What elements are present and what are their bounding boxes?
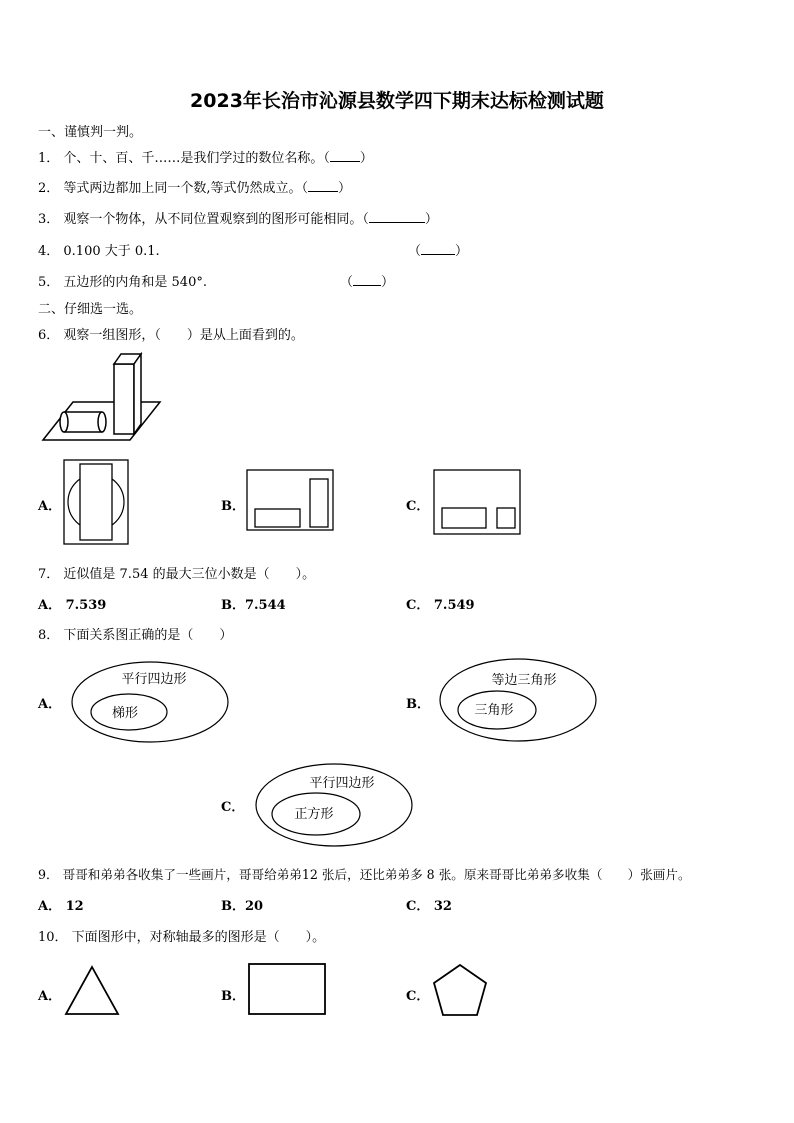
q8-c-inner-label: 正方形 bbox=[294, 807, 334, 822]
question-5-open: （ bbox=[340, 275, 354, 290]
question-10: 10． 下面图形中，对称轴最多的图形是（ ）。 bbox=[38, 930, 326, 945]
q8-c-outer-label: 平行四边形 bbox=[309, 776, 375, 791]
question-1 bbox=[38, 147, 373, 166]
q8-option-b-diagram bbox=[436, 656, 600, 744]
q9-option-c[interactable]: C． 32 bbox=[406, 899, 452, 914]
question-4: 4． 0.100 大于 0.1. bbox=[38, 244, 160, 259]
q8-a-inner-label: 梯形 bbox=[111, 706, 139, 721]
q7-option-a[interactable]: A． 7.539 bbox=[38, 598, 107, 613]
q7-option-c[interactable]: C． 7.549 bbox=[406, 598, 475, 613]
q10-option-a-label[interactable]: A． bbox=[38, 989, 62, 1004]
answer-blank[interactable] bbox=[308, 179, 338, 192]
question-2 bbox=[38, 177, 351, 196]
q10-pentagon-figure bbox=[430, 962, 490, 1020]
q8-option-b-label[interactable]: B． bbox=[406, 697, 430, 712]
question-2-close: ） bbox=[338, 181, 352, 196]
q6-option-b-figure bbox=[245, 468, 337, 534]
question-4-open: （ bbox=[408, 244, 422, 259]
q8-option-c-diagram bbox=[252, 762, 416, 850]
q8-b-outer-label: 等边三角形 bbox=[491, 673, 557, 688]
question-6: 6． 观察一组图形，（ ）是从上面看到的。 bbox=[38, 328, 304, 343]
question-2-text: 2． 等式两边都加上同一个数,等式仍然成立。（ bbox=[38, 181, 309, 196]
q6-option-c-figure bbox=[432, 468, 524, 538]
q10-option-c-label[interactable]: C． bbox=[406, 989, 430, 1004]
question-9: 9． 哥哥和弟弟各收集了一些画片，哥哥给弟弟12 张后，还比弟弟多 8 张。原来哥哥比弟弟多收集（ ）张画片。 bbox=[38, 867, 691, 882]
q8-a-outer-label: 平行四边形 bbox=[121, 672, 187, 687]
section-2-heading: 二、仔细选一选。 bbox=[38, 302, 143, 317]
q6-option-a-label[interactable]: A． bbox=[38, 499, 62, 514]
question-5: 5． 五边形的内角和是 540°. bbox=[38, 275, 207, 290]
question-4-close: ） bbox=[455, 244, 469, 259]
q9-option-b[interactable]: B．20 bbox=[221, 899, 264, 914]
question-8: 8． 下面关系图正确的是（ ） bbox=[38, 628, 233, 643]
answer-blank[interactable] bbox=[330, 149, 360, 162]
page-title: 2023年长治市沁源县数学四下期末达标检测试题 bbox=[190, 90, 604, 112]
q9-option-a[interactable]: A． 12 bbox=[38, 899, 84, 914]
q8-option-a-label[interactable]: A． bbox=[38, 697, 62, 712]
question-3 bbox=[38, 208, 438, 227]
question-5-close: ） bbox=[381, 275, 395, 290]
question-7: 7． 近似值是 7.54 的最大三位小数是（ ）。 bbox=[38, 567, 316, 582]
question-3-close: ） bbox=[424, 212, 438, 227]
question-4-answer bbox=[408, 240, 468, 259]
answer-blank[interactable] bbox=[369, 210, 425, 223]
q8-b-inner-label: 三角形 bbox=[474, 703, 514, 718]
answer-blank[interactable] bbox=[353, 273, 381, 286]
answer-blank[interactable] bbox=[421, 242, 455, 255]
question-1-text: 1． 个、十、百、千……是我们学过的数位名称。（ bbox=[38, 151, 330, 166]
q6-3d-figure bbox=[40, 350, 165, 445]
q10-rectangle-figure bbox=[247, 962, 329, 1018]
q10-option-b-label[interactable]: B． bbox=[221, 989, 245, 1004]
section-1-heading: 一、谨慎判一判。 bbox=[38, 125, 143, 140]
q7-option-b[interactable]: B．7.544 bbox=[221, 598, 286, 613]
q8-option-c-label[interactable]: C． bbox=[221, 800, 245, 815]
q6-option-a-figure bbox=[62, 458, 132, 546]
q8-option-a-diagram bbox=[68, 660, 232, 746]
q10-triangle-figure bbox=[63, 964, 121, 1018]
question-5-answer bbox=[340, 271, 394, 290]
q6-option-b-label[interactable]: B． bbox=[221, 499, 245, 514]
question-1-close: ） bbox=[359, 151, 373, 166]
q6-option-c-label[interactable]: C． bbox=[406, 499, 430, 514]
question-3-text: 3． 观察一个物体，从不同位置观察到的图形可能相同。（ bbox=[38, 212, 369, 227]
